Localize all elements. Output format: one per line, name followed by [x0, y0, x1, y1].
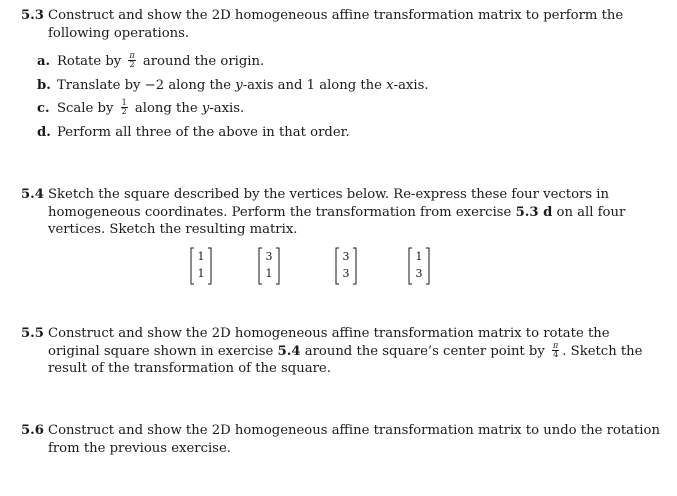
text-fragment: Translate by −2 along the [57, 77, 232, 93]
text-fragment: Rotate by [57, 54, 122, 69]
text-fragment: Sketch the square described by the vertices below. Re-express these four vectors in homogeneous coordinates. Perform the transformation from exercise [48, 187, 609, 220]
vertex-vector [257, 247, 281, 285]
subitem-text: Perform all three of the above in that order. [57, 124, 350, 140]
exercise-number: 5.4 [21, 187, 44, 202]
exercise-5-3 [21, 7, 661, 144]
math-variable: y [235, 77, 243, 93]
text-fragment: -axis. [393, 77, 429, 93]
fraction [128, 52, 135, 69]
subitem-c [37, 97, 661, 121]
text-fragment: -axis. [209, 101, 245, 116]
subitem-text [57, 77, 429, 95]
subitem-d [37, 121, 661, 145]
exercise-number: 5.6 [21, 423, 44, 438]
exercise-reference: 5.4 [277, 343, 301, 359]
vector-component-top: 1 [415, 250, 423, 263]
vector-component-top: 1 [197, 250, 205, 263]
subitem-a [37, 50, 661, 74]
text-fragment: . Sketch the result of the transformation of the square. [48, 343, 643, 376]
exercise-text [48, 325, 661, 378]
exercise-text: Construct and show the 2D homogeneous affine transformation matrix to perform the following operations. [48, 8, 624, 41]
fraction-numerator: 1 [121, 98, 127, 107]
subitem-list [37, 50, 661, 144]
exercise-text: Construct and show the 2D homogeneous affine transformation matrix to undo the rotation from the previous exercise. [48, 423, 660, 456]
exercise-5-6 [21, 422, 661, 457]
vector-component-bottom: 1 [197, 267, 205, 280]
subitem-label: a. [37, 54, 51, 69]
vertex-vector [334, 247, 358, 285]
vertex-vector [189, 247, 213, 285]
exercise-text [48, 186, 661, 239]
vertex-vector [407, 247, 431, 285]
text-fragment: along the [134, 101, 198, 116]
vector-component-top: 3 [342, 250, 350, 263]
vector-component-bottom: 3 [415, 267, 423, 280]
subitem-b [37, 74, 661, 98]
vector-component-bottom: 1 [265, 267, 273, 280]
vector-component-top: 3 [265, 250, 273, 263]
exercise-5-4 [21, 186, 661, 239]
vertex-vectors [0, 247, 677, 287]
subitem-label: c. [37, 101, 50, 116]
exercise-reference: 5.3 d [515, 204, 553, 220]
exercise-number: 5.3 [21, 8, 44, 23]
fraction [121, 99, 128, 116]
text-fragment: on all four vertices. Sketch the resulting matrix. [48, 204, 626, 237]
fraction-denominator: 2 [129, 60, 135, 69]
fraction-numerator: π [553, 340, 559, 350]
exercise-5-5 [21, 325, 661, 378]
fraction-denominator: 4 [553, 349, 559, 359]
math-variable: y [201, 101, 210, 116]
text-fragment: around the origin. [142, 54, 265, 69]
fraction-numerator: π [129, 51, 135, 60]
text-fragment: Construct and show the 2D homogeneous affine transformation matrix to rotate the original square shown in exercise [48, 326, 610, 359]
exercise-number: 5.5 [21, 326, 44, 341]
math-variable: x [386, 77, 394, 93]
text-fragment: Scale by [57, 101, 114, 116]
fraction [552, 342, 559, 359]
text-fragment: -axis and 1 along the [242, 77, 382, 93]
text-fragment: around the square’s center point by [304, 343, 545, 359]
subitem-text [57, 100, 244, 118]
fraction-denominator: 2 [121, 107, 127, 116]
subitem-text [57, 53, 264, 71]
subitem-label: d. [37, 124, 51, 140]
subitem-label: b. [37, 77, 51, 93]
vector-component-bottom: 3 [342, 267, 350, 280]
